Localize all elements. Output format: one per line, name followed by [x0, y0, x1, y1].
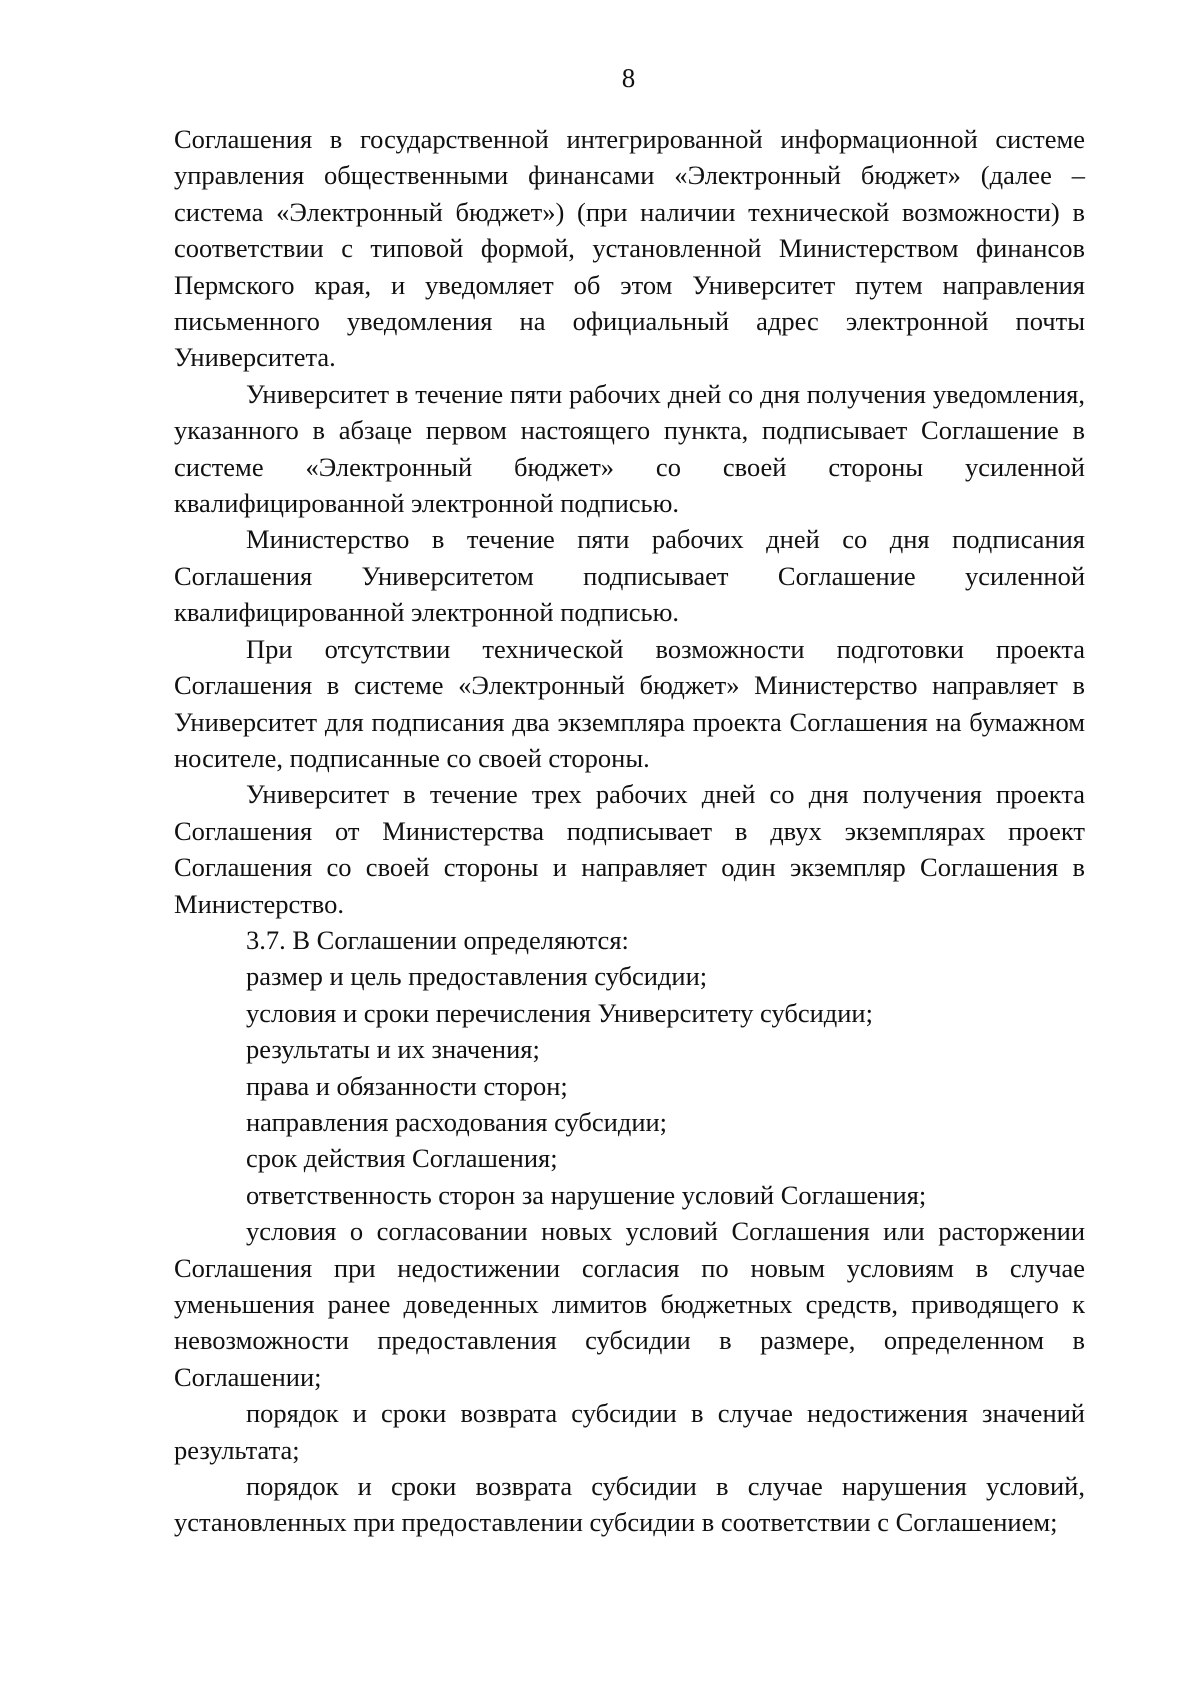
paragraph-ministry-signs: Министерство в течение пяти рабочих дней со дня подписания Соглашения Университетом подписывает Соглашение усиленной квалифицированной электронной подписью. [174, 524, 1085, 628]
list-item: права и обязанности сторон; [246, 1070, 568, 1101]
paragraph-university-signs: Университет в течение пяти рабочих дней со дня получения уведомления, указанного в абзаце первом настоящего пункта, подписывает Соглашение в системе «Электронный бюджет» со своей стороны усиленной квалифицированной электронной подписью. [174, 378, 1085, 519]
paragraph-no-technical-possibility: При отсутствии технической возможности подготовки проекта Соглашения в системе «Электронный бюджет» Министерство направляет в Университет для подписания два экземпляра проекта Соглашения на бумажном носителе, подписанные со своей стороны. [174, 633, 1085, 773]
list-item: срок действия Соглашения; [246, 1143, 558, 1174]
list-item: порядок и сроки возврата субсидии в случае недостижения значений результата; [174, 1398, 1085, 1465]
paragraph-continuation: Соглашения в государственной интегрированной информационной системе управления общественными финансами «Электронный бюджет» (далее – система «Электронный бюджет») (при наличии технической возможности) в соответствии с типовой формой, установленной Министерством финансов Пермского края, и уведомляет об этом Университет путем направления письменного уведомления на официальный адрес электронной почты Университета. [174, 124, 1085, 373]
section-3-7-heading: 3.7. В Соглашении определяются: [246, 924, 629, 955]
list-item: ответственность сторон за нарушение условий Соглашения; [246, 1179, 927, 1210]
list-item: порядок и сроки возврата субсидии в случае нарушения условий, установленных при предоставлении субсидии в соответствии с Соглашением; [174, 1471, 1085, 1538]
paragraph-paper-signing: Университет в течение трех рабочих дней со дня получения проекта Соглашения от Министерства подписывает в двух экземплярах проект Соглашения со своей стороны и направляет один экземпляр Соглашения в Министерство. [174, 779, 1085, 919]
list-item: размер и цель предоставления субсидии; [246, 961, 708, 992]
list-item: направления расходования субсидии; [246, 1106, 668, 1137]
list-item: результаты и их значения; [246, 1034, 540, 1065]
page-number: 8 [621, 63, 636, 93]
list-item: условия о согласовании новых условий Соглашения или расторжении Соглашения при недостижении согласия по новым условиям в случае уменьшения ранее доведенных лимитов бюджетных средств, приводящего к невозможности предоставления субсидии в размере, определенном в Соглашении; [174, 1216, 1085, 1392]
document-body [174, 121, 1085, 1541]
list-item: условия и сроки перечисления Университету субсидии; [246, 997, 873, 1028]
